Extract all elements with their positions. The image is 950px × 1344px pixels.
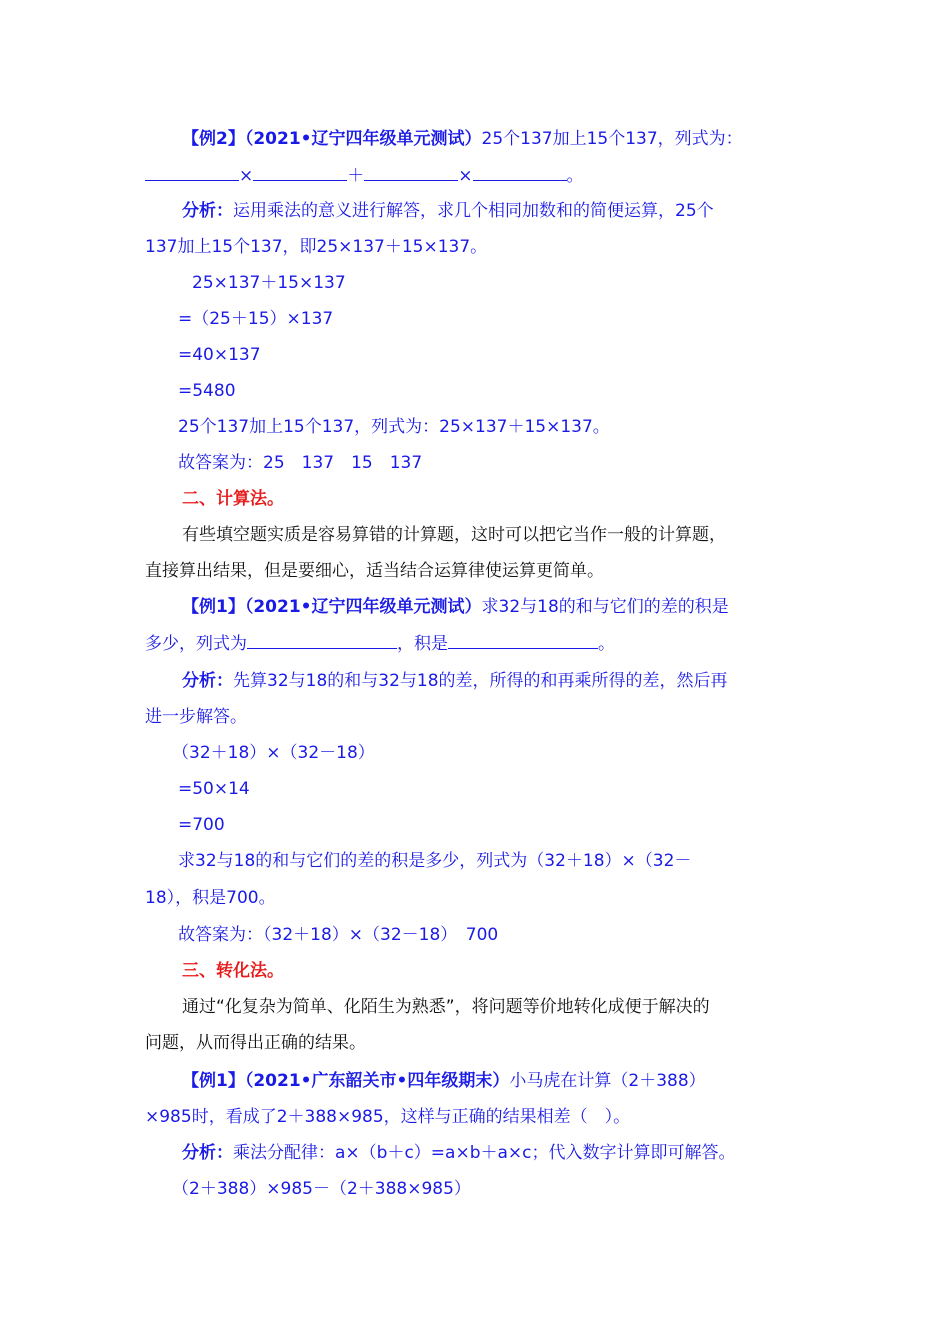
section3-example1-analysis [182, 1142, 736, 1164]
times-sign: × [239, 166, 254, 186]
example2-question-text: 25个137加上15个137，列式为： [481, 129, 743, 149]
answer-blank-formula [247, 632, 397, 649]
section2-example1-analysis-line1 [182, 670, 728, 692]
section2-body-line2: 直接算出结果，但是要细心，适当结合运算律使运算更简单。 [145, 561, 604, 581]
analysis-label: 分析： [182, 1143, 233, 1163]
answer-blank-product [448, 632, 598, 649]
answer-blank-1 [145, 164, 239, 181]
section2-example1-calc-step2: =50×14 [178, 779, 250, 799]
analysis-text: 先算32与18的和与32与18的差，所得的和再乘所得的差，然后再 [233, 671, 728, 691]
section2-example1-line1 [182, 596, 729, 618]
example2-result: 25个137加上15个137，列式为：25×137＋15×137。 [178, 417, 610, 437]
example1-question-text: 小马虎在计算（2＋388） [509, 1071, 706, 1091]
plus-sign: ＋ [347, 166, 365, 186]
example2-calc-step4: =5480 [178, 381, 236, 401]
analysis-label: 分析： [182, 671, 233, 691]
example2-blanks-line [145, 164, 584, 187]
section2-example1-analysis-line2: 进一步解答。 [145, 707, 247, 727]
example2-calc-step1: 25×137＋15×137 [192, 273, 346, 293]
analysis-text: 运用乘法的意义进行解答，求几个相同加数和的简便运算，25个 [233, 201, 714, 221]
section2-example1-calc-step3: =700 [178, 815, 225, 835]
example2-analysis-line1 [182, 200, 714, 222]
example2-label: 【例2】（2021•辽宁四年级单元测试） [182, 129, 482, 149]
period: 。 [598, 634, 615, 654]
example2-analysis-line2: 137加上15个137，即25×137＋15×137。 [145, 237, 488, 257]
question-part: ，积是 [397, 634, 448, 654]
times-sign-2: × [458, 166, 473, 186]
section2-example1-calc-step1: （32＋18）×（32－18） [172, 743, 375, 763]
section2-title: 二、计算法。 [182, 489, 284, 509]
section3-example1-line2: ×985时，看成了2＋388×985，这样与正确的结果相差（ ）。 [145, 1107, 631, 1127]
section3-title: 三、转化法。 [182, 961, 284, 981]
answer-blank-2 [253, 164, 347, 181]
example2-answer: 故答案为：25 137 15 137 [178, 453, 423, 473]
example1-label: 【例1】（2021•广东韶关市•四年级期末） [182, 1071, 510, 1091]
section3-body-line1: 通过“化复杂为简单、化陌生为熟悉”，将问题等价地转化成便于解决的 [182, 997, 710, 1017]
analysis-label: 分析： [182, 201, 233, 221]
example2-calc-step3: =40×137 [178, 345, 261, 365]
example2-calc-step2: =（25＋15）×137 [178, 309, 334, 329]
section3-example1-calc-step1: （2＋388）×985－（2＋388×985） [172, 1179, 471, 1199]
period: 。 [566, 166, 584, 186]
analysis-text: 乘法分配律：a×（b＋c）=a×b＋a×c；代入数字计算即可解答。 [233, 1143, 736, 1163]
section2-example1-line2 [145, 632, 615, 655]
section2-body-line1: 有些填空题实质是容易算错的计算题，这时可以把它当作一般的计算题， [182, 525, 726, 545]
example1-question-text: 求32与18的和与它们的差的积是 [481, 597, 729, 617]
answer-blank-4 [473, 164, 567, 181]
example1-label: 【例1】（2021•辽宁四年级单元测试） [182, 597, 482, 617]
question-part: 多少，列式为 [145, 634, 247, 654]
answer-blank-3 [364, 164, 458, 181]
section2-example1-result-line1: 求32与18的和与它们的差的积是多少，列式为（32＋18）×（32－ [178, 851, 692, 871]
example2-question-line1 [182, 128, 743, 150]
section3-example1-line1 [182, 1070, 706, 1092]
section2-example1-answer: 故答案为：（32＋18）×（32－18） 700 [178, 925, 499, 945]
section3-body-line2: 问题，从而得出正确的结果。 [145, 1033, 366, 1053]
section2-example1-result-line2: 18），积是700。 [145, 888, 276, 908]
